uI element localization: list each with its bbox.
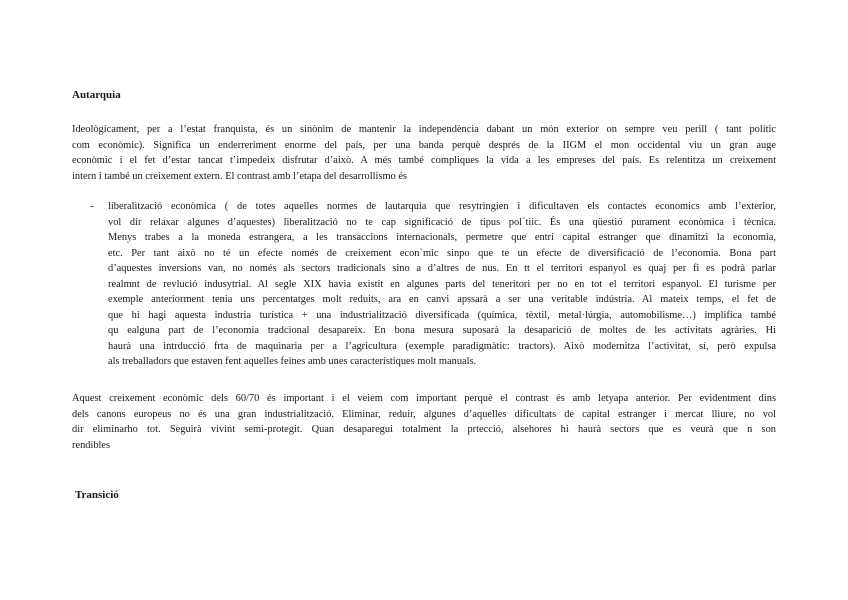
text-line: qu ealguna part de l’economia tradcional desapareix. En bona mesura suposarà la desaparició de moltes de les activitats agràries. Hi bbox=[108, 325, 776, 336]
bullet-paragraph-liberalitzacio bbox=[108, 199, 776, 370]
paragraph-autarquia bbox=[72, 122, 776, 184]
text-line: vol dir relaxar algunes d’aquestes) liberalització no te cap significació de tipus pol´tiic. És una qüestió purament econòmica i tècnica. bbox=[108, 216, 776, 228]
text-line: rendibles bbox=[72, 439, 111, 451]
heading-autarquia: Autarquia bbox=[72, 89, 121, 101]
text-line: realmnt de revlució indusytrial. Al segle XIX havia existit en algunes parts del teneritori per no en tot el territori espanyol. El turisme per bbox=[108, 278, 776, 290]
paragraph-creixement bbox=[72, 391, 776, 453]
text-line: d’aquestes inversions van, no només als sectors tradicionals sino a d’altres de nus. En tt el territori espanyol es quaj per fi es podrà parlar bbox=[108, 263, 776, 274]
text-line: etc. Per tant això no té un efecte només de creixement econ`mic sinpo que te un efecte de diversificació de l’economia. Bona part bbox=[108, 247, 776, 259]
text-line: intern i també un creixement extern. El contrast amb l’etapa del desarrollismo és bbox=[72, 170, 407, 182]
bullet-marker: - bbox=[90, 201, 94, 212]
text-line: exemple anteriorment tenia uns percentatges molt reduits, ara en canvi apssarà a ser una veritable indústria. Al mateix temps, el fet de bbox=[108, 294, 776, 305]
text-line: liberalització econòmica ( de totes aquelles normes de lautarquia que resytringien i dificultaven els contactes economics amb l’exterior, bbox=[108, 201, 776, 212]
text-line: Aquest creixement econòmic dels 60/70 és important i el veiem com important perquè el contrast és amb letyapa anterior. Per evidentment dins bbox=[72, 393, 776, 404]
text-line: dir eliminarho tot. Seguirà vivint semi-protegit. Quan desaparegui totalment la prtecció, alsehores hi haurà sectors que es veurà que n son bbox=[72, 424, 776, 435]
text-line: econòmic i el fet d’estar tancat t’impedeix disfrutar d’això. A més també compliques la vida a les empreses del país. Es relentitza un creixement bbox=[72, 155, 776, 166]
text-line: Menys trabes a la moneda estrangera, a les transaccions internacionals, permetre que entri capital estranger que dinamitzi la economia, bbox=[108, 232, 776, 243]
text-line: dels canons europeus no és una gran industrialització. Eliminar, reduir, algunes d’aquelles dificultats de capital estranger i mercat lliure, no vol bbox=[72, 408, 776, 420]
text-line: com econòmic). Significa un enderreriment enorme del país, per una banda perquè després de la IIGM el mon occidental viu un gran auge bbox=[72, 139, 776, 151]
text-line: Ideològicament, per a l’estat franquista, és un sinònim de mantenir la independència dabant un món exterior on sempre veu perill ( tant polític bbox=[72, 124, 776, 135]
text-line: als treballadors que estaven fent aquelles feines amb unes característiques molt manuals. bbox=[108, 356, 477, 367]
heading-transicio: Transició bbox=[75, 489, 119, 501]
text-line: que hi hagi aquesta industria turística + una industrialització diversificada (química, tèxtil, metal·lúrgia, automobilisme…) implifica també bbox=[108, 309, 776, 321]
text-line: haurà una intrducció frta de maquinaria per a l’agricultura (exemple paradigmàtic: tractors). Això modernitza l’activitat, sí, però expulsa bbox=[108, 340, 776, 352]
